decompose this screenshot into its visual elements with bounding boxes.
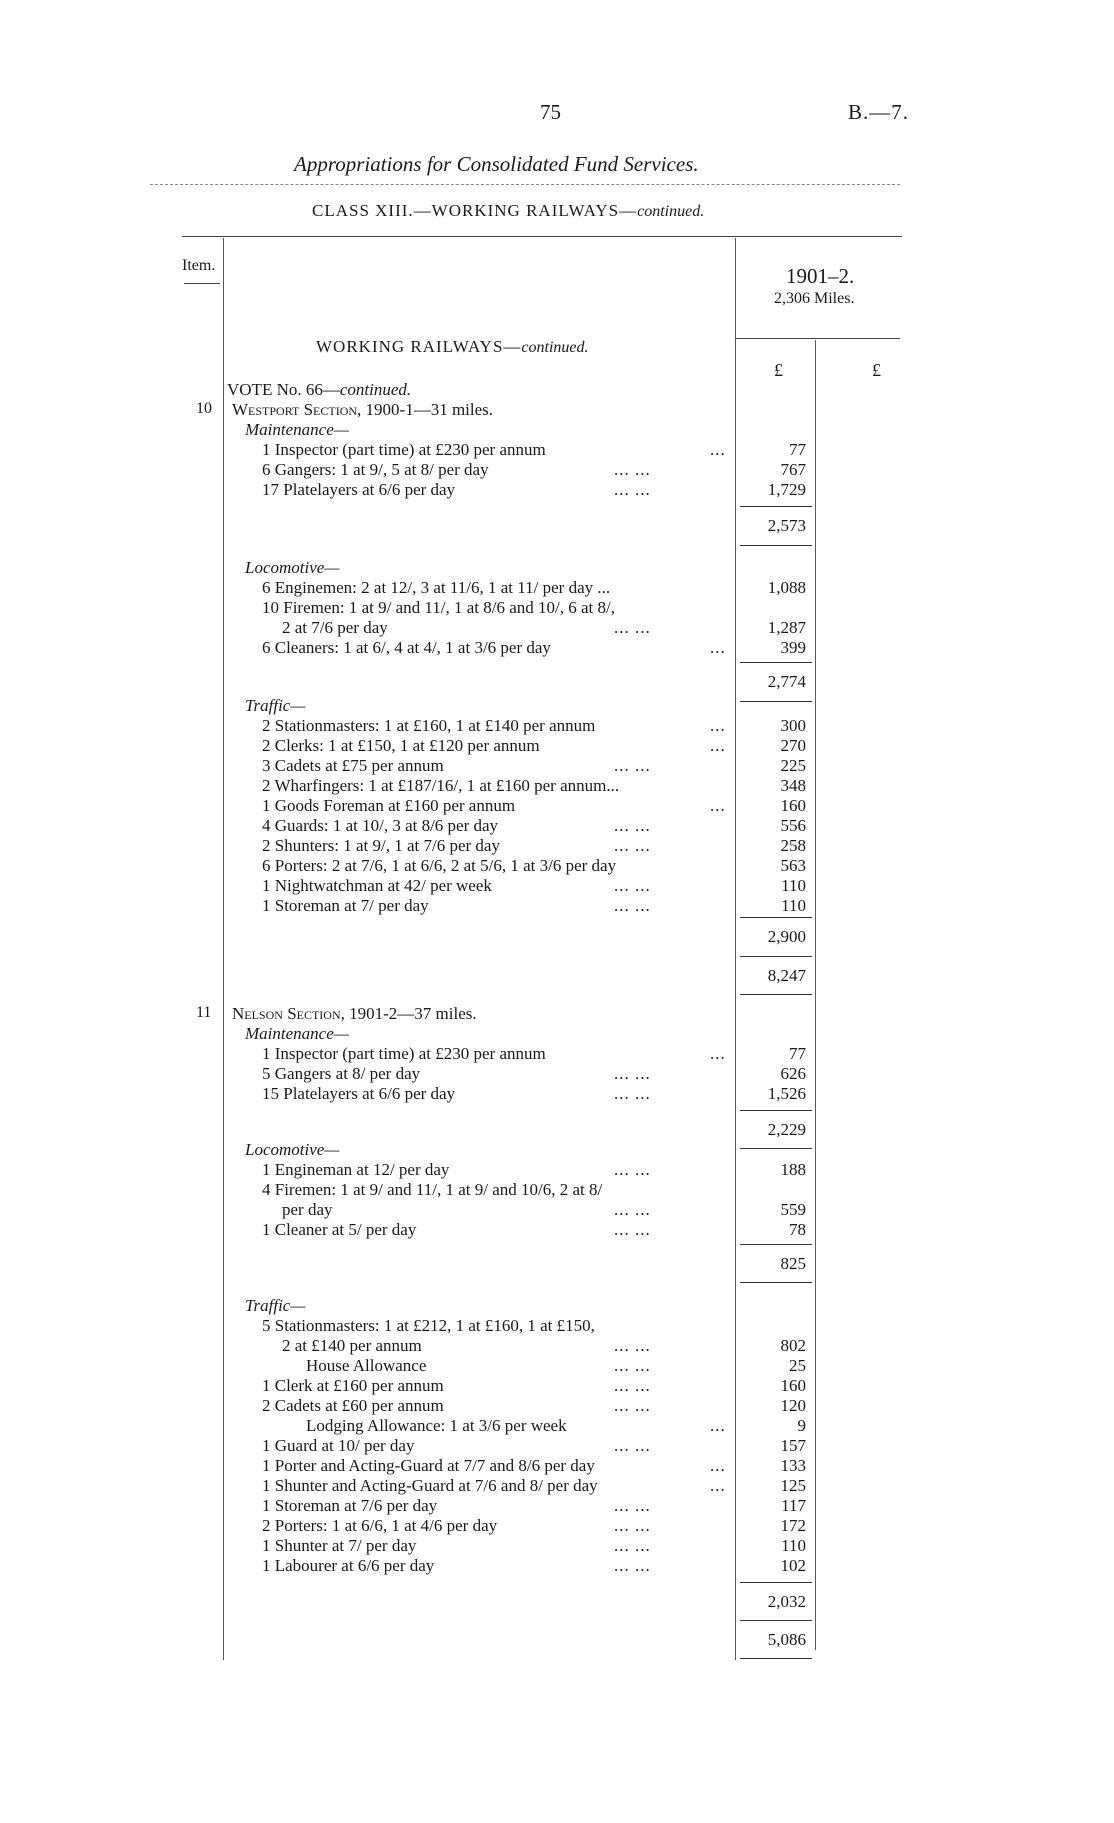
ledger-line: 2 Cadets at £60 per annum xyxy=(262,1396,444,1415)
class-heading: CLASS XIII.—WORKING RAILWAYS—continued. xyxy=(312,201,705,220)
westport-maint-line-3: 17 Platelayers at 6/6 per day xyxy=(262,480,456,499)
leader-dots: ... ... xyxy=(614,480,651,499)
leader-dots: ... ... xyxy=(614,1376,651,1395)
amount: 157 xyxy=(780,1436,806,1455)
table-top-rule xyxy=(182,236,902,237)
subtotal-rule xyxy=(740,1148,812,1149)
subtotal-rule xyxy=(740,662,812,663)
westport-loco-line-4: 6 Cleaners: 1 at 6/, 4 at 4/, 1 at 3/6 per day xyxy=(262,638,551,657)
amount: 110 xyxy=(781,896,806,915)
nelson-traffic-label: Traffic— xyxy=(245,1296,306,1315)
leader-dots: ... ... xyxy=(614,816,651,835)
total-rule xyxy=(740,1658,812,1659)
leader-dots: ... xyxy=(710,638,726,657)
nelson-loco-line-4: 1 Cleaner at 5/ per day xyxy=(262,1220,417,1239)
westport-section-total: 8,247 xyxy=(767,966,806,985)
nelson-house-allowance: House Allowance xyxy=(306,1356,427,1375)
leader-dots: ... ... xyxy=(614,896,651,915)
ledger-line: 1 Porter and Acting-Guard at 7/7 and 8/6 per day xyxy=(262,1456,595,1475)
amount: 767 xyxy=(780,460,806,479)
westport-maint-line-1: 1 Inspector (part time) at £230 per annum xyxy=(262,440,546,459)
amount-column-left-rule xyxy=(735,238,736,1660)
westport-maintenance-label: Maintenance— xyxy=(245,420,349,439)
amount: 160 xyxy=(780,1376,806,1395)
leader-dots: ... xyxy=(710,796,726,815)
ledger-line: 2 Stationmasters: 1 at £160, 1 at £140 per annum xyxy=(262,716,596,735)
amount: 626 xyxy=(780,1064,806,1083)
subtotal-rule xyxy=(740,1582,812,1583)
ledger-line: 1 Guard at 10/ per day xyxy=(262,1436,415,1455)
ledger-line: 1 Clerk at £160 per annum xyxy=(262,1376,444,1395)
ledger-line: 1 Storeman at 7/6 per day xyxy=(262,1496,438,1515)
amount: 802 xyxy=(780,1336,806,1355)
amount: 399 xyxy=(780,638,806,657)
amount: 556 xyxy=(780,816,806,835)
vote-heading: VOTE No. 66—continued. xyxy=(227,380,412,399)
leader-dots: ... ... xyxy=(614,1536,651,1555)
leader-dots: ... ... xyxy=(614,1200,651,1219)
amount: 9 xyxy=(797,1416,806,1435)
nelson-stationmasters-line-1: 5 Stationmasters: 1 at £212, 1 at £160, 1 at £150, xyxy=(262,1316,595,1335)
item-column-divider xyxy=(223,238,224,1660)
ledger-line: 2 Porters: 1 at 6/6, 1 at 4/6 per day xyxy=(262,1516,498,1535)
nelson-maint-line-2: 5 Gangers at 8/ per day xyxy=(262,1064,421,1083)
westport-traffic-label: Traffic— xyxy=(245,696,306,715)
nelson-lodging-allowance: Lodging Allowance: 1 at 3/6 per week xyxy=(306,1416,567,1435)
leader-dots: ... ... xyxy=(614,1336,651,1355)
leader-dots: ... ... xyxy=(614,1436,651,1455)
leader-dots: ... xyxy=(710,716,726,735)
amount: 188 xyxy=(780,1160,806,1179)
ledger-line: 2 Clerks: 1 at £150, 1 at £120 per annum xyxy=(262,736,540,755)
amount: 77 xyxy=(789,440,806,459)
amount: 125 xyxy=(780,1476,806,1495)
leader-dots: ... xyxy=(710,736,726,755)
amount: 160 xyxy=(780,796,806,815)
nelson-section-title: Nelson Section, 1901-2—37 miles. xyxy=(232,1004,477,1023)
amount: 1,287 xyxy=(767,618,806,637)
subtotal-rule xyxy=(740,956,812,957)
westport-maint-line-2: 6 Gangers: 1 at 9/, 5 at 8/ per day xyxy=(262,460,489,479)
amount: 1,088 xyxy=(767,578,806,597)
leader-dots: ... ... xyxy=(614,618,651,637)
nelson-loco-line-2: 4 Firemen: 1 at 9/ and 11/, 1 at 9/ and 10/6, 2 at 8/ xyxy=(262,1180,603,1199)
westport-loco-line-1: 6 Enginemen: 2 at 12/, 3 at 11/6, 1 at 11/ per day ... xyxy=(262,578,611,597)
leader-dots: ... ... xyxy=(614,1084,651,1103)
westport-section-title: Westport Section, 1900-1—31 miles. xyxy=(232,400,494,419)
amount: 133 xyxy=(780,1456,806,1475)
amount: 117 xyxy=(781,1496,806,1515)
leader-dots: ... xyxy=(710,440,726,459)
leader-dots: ... ... xyxy=(614,1160,651,1179)
amount-column-right-rule xyxy=(815,340,816,1650)
nelson-locomotive-total: 825 xyxy=(780,1254,806,1273)
page-number: 75 xyxy=(540,100,561,124)
ledger-line: 2 Shunters: 1 at 9/, 1 at 7/6 per day xyxy=(262,836,500,855)
nelson-maintenance-label: Maintenance— xyxy=(245,1024,349,1043)
subtotal-rule xyxy=(740,701,812,702)
page-title: Appropriations for Consolidated Fund Services. xyxy=(294,152,699,176)
westport-loco-line-3: 2 at 7/6 per day xyxy=(282,618,388,637)
amount: 102 xyxy=(780,1556,806,1575)
subtotal-rule xyxy=(740,1620,812,1621)
leader-dots: ... xyxy=(710,1476,726,1495)
leader-dots: ... xyxy=(710,1456,726,1475)
nelson-stationmasters-line-2: 2 at £140 per annum xyxy=(282,1336,422,1355)
total-rule xyxy=(740,994,812,995)
leader-dots: ... ... xyxy=(614,1556,651,1575)
ledger-line: 6 Porters: 2 at 7/6, 1 at 6/6, 2 at 5/6, 1 at 3/6 per day xyxy=(262,856,617,875)
amount: 110 xyxy=(781,876,806,895)
subtotal-rule xyxy=(740,545,812,546)
nelson-section-total: 5,086 xyxy=(767,1630,806,1649)
leader-dots: ... ... xyxy=(614,1064,651,1083)
leader-dots: ... xyxy=(710,1416,726,1435)
nelson-loco-line-3: per day xyxy=(282,1200,333,1219)
leader-dots: ... ... xyxy=(614,1356,651,1375)
leader-dots: ... ... xyxy=(614,876,651,895)
amount: 300 xyxy=(780,716,806,735)
amount: 270 xyxy=(780,736,806,755)
subtotal-rule xyxy=(740,506,812,507)
leader-dots: ... ... xyxy=(614,1220,651,1239)
amount: 77 xyxy=(789,1044,806,1063)
nelson-maintenance-total: 2,229 xyxy=(767,1120,806,1139)
item-number-10: 10 xyxy=(196,400,212,417)
item-column-header: Item. xyxy=(182,257,216,274)
amount: 172 xyxy=(780,1516,806,1535)
amount: 348 xyxy=(780,776,806,795)
amount: 225 xyxy=(780,756,806,775)
subtotal-rule xyxy=(740,1110,812,1111)
amount: 258 xyxy=(780,836,806,855)
westport-locomotive-label: Locomotive— xyxy=(245,558,340,577)
amount: 1,526 xyxy=(767,1084,806,1103)
westport-loco-line-2: 10 Firemen: 1 at 9/ and 11/, 1 at 8/6 and 10/, 6 at 8/, xyxy=(262,598,616,617)
nelson-loco-line-1: 1 Engineman at 12/ per day xyxy=(262,1160,450,1179)
item-header-underline xyxy=(184,283,220,284)
amount: 78 xyxy=(789,1220,806,1239)
ledger-line: 4 Guards: 1 at 10/, 3 at 8/6 per day xyxy=(262,816,499,835)
subtotal-rule xyxy=(740,1282,812,1283)
leader-dots: ... ... xyxy=(614,756,651,775)
ledger-line: 3 Cadets at £75 per annum xyxy=(262,756,444,775)
pound-column-2-header: £ xyxy=(872,360,881,380)
subtotal-rule xyxy=(740,917,812,918)
amount: 559 xyxy=(780,1200,806,1219)
amount: 120 xyxy=(780,1396,806,1415)
ledger-line: 1 Goods Foreman at £160 per annum xyxy=(262,796,516,815)
leader-dots: ... ... xyxy=(614,1496,651,1515)
ledger-line: 1 Labourer at 6/6 per day xyxy=(262,1556,435,1575)
header-divider xyxy=(150,184,900,185)
ledger-line: 1 Storeman at 7/ per day xyxy=(262,896,429,915)
mileage-header: 2,306 Miles. xyxy=(774,290,855,307)
amount: 1,729 xyxy=(767,480,806,499)
amount: 563 xyxy=(780,856,806,875)
year-header-underline xyxy=(735,338,900,339)
amount: 25 xyxy=(789,1356,806,1375)
ledger-line: 1 Nightwatchman at 42/ per week xyxy=(262,876,492,895)
nelson-traffic-total: 2,032 xyxy=(767,1592,806,1611)
nelson-maint-line-1: 1 Inspector (part time) at £230 per annum xyxy=(262,1044,546,1063)
leader-dots: ... ... xyxy=(614,1516,651,1535)
ledger-line: 2 Wharfingers: 1 at £187/16/, 1 at £160 per annum... xyxy=(262,776,620,795)
westport-locomotive-total: 2,774 xyxy=(767,672,806,691)
amount: 110 xyxy=(781,1536,806,1555)
pound-column-1-header: £ xyxy=(774,360,783,380)
ledger-line: 1 Shunter and Acting-Guard at 7/6 and 8/ per day xyxy=(262,1476,598,1495)
year-column-header: 1901–2. xyxy=(786,264,855,288)
document-reference: B.—7. xyxy=(848,100,910,124)
leader-dots: ... ... xyxy=(614,460,651,479)
westport-traffic-total: 2,900 xyxy=(767,927,806,946)
section-heading: WORKING RAILWAYS—continued. xyxy=(316,337,589,356)
leader-dots: ... ... xyxy=(614,836,651,855)
westport-maintenance-total: 2,573 xyxy=(767,516,806,535)
item-number-11: 11 xyxy=(196,1004,212,1021)
nelson-maint-line-3: 15 Platelayers at 6/6 per day xyxy=(262,1084,456,1103)
leader-dots: ... ... xyxy=(614,1396,651,1415)
subtotal-rule xyxy=(740,1244,812,1245)
leader-dots: ... xyxy=(710,1044,726,1063)
ledger-line: 1 Shunter at 7/ per day xyxy=(262,1536,417,1555)
nelson-locomotive-label: Locomotive— xyxy=(245,1140,340,1159)
